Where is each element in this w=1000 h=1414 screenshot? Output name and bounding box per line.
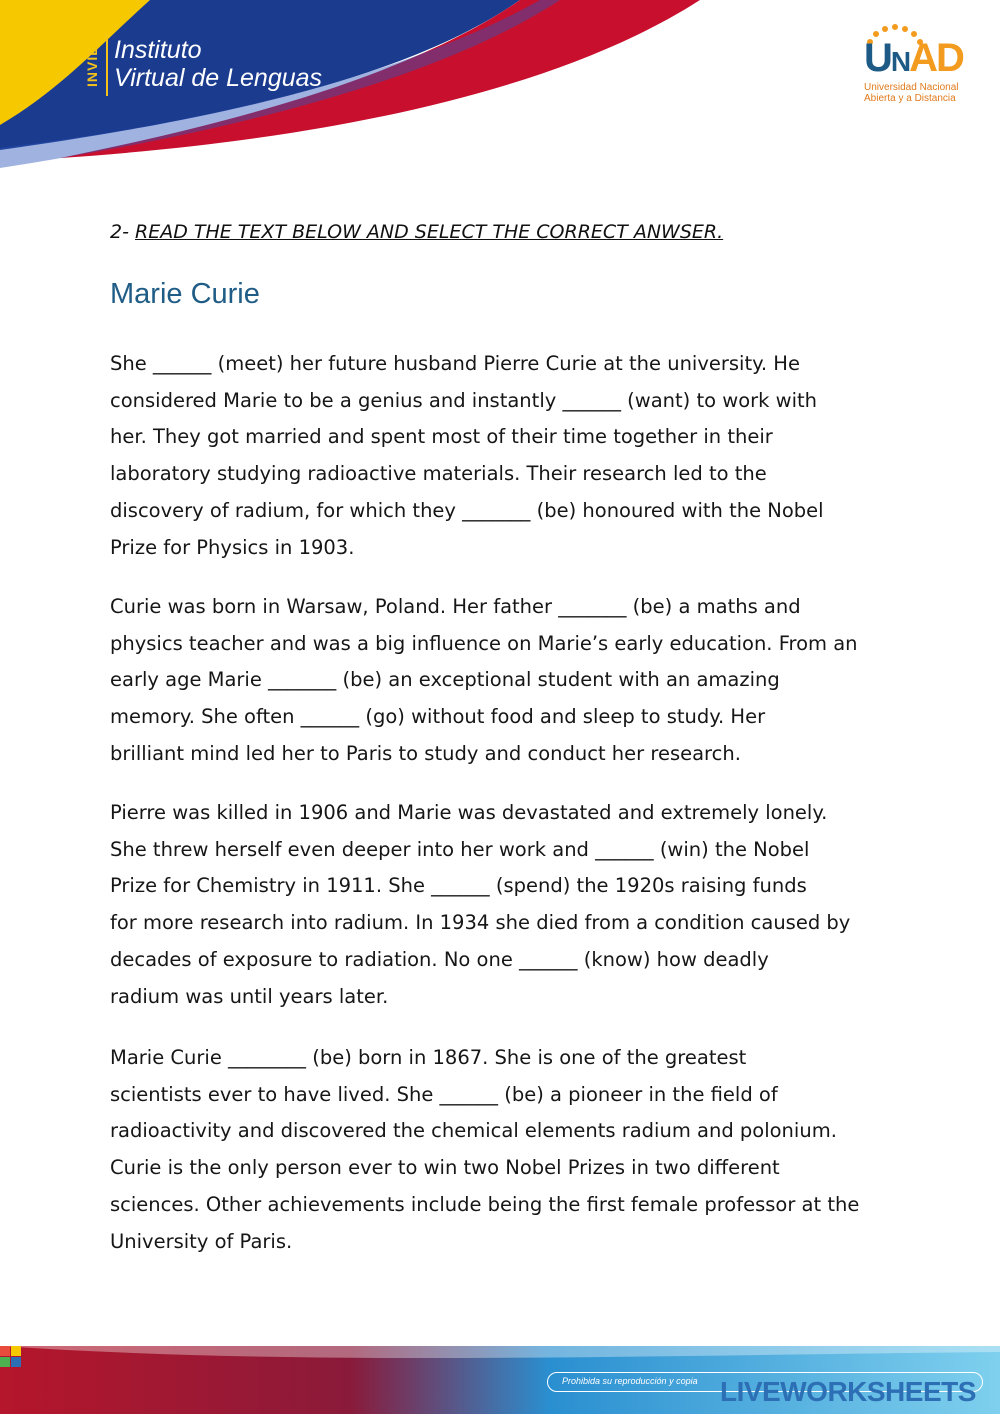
page-header <box>0 0 1000 180</box>
text-line: early age Marie _______ (be) an exceptional student with an amazing <box>110 668 780 692</box>
institute-name <box>114 36 322 92</box>
text-line: memory. She often ______ (go) without food and sleep to study. Her <box>110 705 766 729</box>
exercise-instruction <box>110 221 723 243</box>
text-line: She threw herself even deeper into her work and ______ (win) the Nobel <box>110 837 810 861</box>
page-title: Marie Curie <box>110 278 260 310</box>
text-line: her. They got married and spent most of their time together in their <box>110 425 773 449</box>
text-line: radioactivity and discovered the chemical elements radium and polonium. <box>110 1119 837 1143</box>
text-line: Curie is the only person ever to win two Nobel Prizes in two different <box>110 1156 780 1180</box>
unad-wordmark: UNAD <box>864 36 963 80</box>
instruction-text: READ THE TEXT BELOW AND SELECT THE CORRECT ANWSER. <box>135 221 724 243</box>
footer-notice: Prohibida su reproducción y copia <box>547 1372 983 1392</box>
institute-line2: Virtual de Lenguas <box>114 64 323 92</box>
text-line: Curie was born in Warsaw, Poland. Her father _______ (be) a maths and <box>110 595 801 618</box>
text-line: considered Marie to be a genius and instantly ______ (want) to work with <box>110 388 818 412</box>
text-line: Prize for Chemistry in 1911. She ______ (spend) the 1920s raising funds <box>110 874 807 898</box>
institute-line1: Instituto <box>114 36 202 64</box>
text-line: She ______ (meet) her future husband Pierre Curie at the university. He <box>110 352 800 375</box>
text-line: for more research into radium. In 1934 she died from a condition caused by <box>110 911 851 935</box>
liveworksheets-logo-icon <box>0 1346 22 1378</box>
text-line: Marie Curie ________ (be) born in 1867. She is one of the greatest <box>110 1046 747 1069</box>
unad-logo <box>860 24 970 106</box>
paragraph-1 <box>110 346 900 566</box>
page-footer <box>0 1346 1000 1414</box>
text-line: Prize for Physics in 1903. <box>110 535 355 559</box>
paragraph-3 <box>110 795 900 1015</box>
text-line: discovery of radium, for which they _______ (be) honoured with the Nobel <box>110 498 824 522</box>
exercise-number: 2- <box>110 221 129 243</box>
divider <box>106 38 108 96</box>
text-line: sciences. Other achievements include being the first female professor at the <box>110 1192 860 1216</box>
text-line: University of Paris. <box>110 1229 293 1253</box>
invl-mark: INVIL <box>84 46 100 88</box>
unad-line2: Abierta y a Distancia <box>864 93 956 104</box>
text-line: physics teacher and was a big influence on Marie’s early education. From an <box>110 631 858 655</box>
paragraph-2 <box>110 589 900 773</box>
paragraph-4 <box>110 1040 900 1260</box>
text-line: laboratory studying radioactive materials. Their research led to the <box>110 462 767 486</box>
text-line: radium was until years later. <box>110 984 389 1008</box>
text-line: decades of exposure to radiation. No one ______ (know) how deadly <box>110 947 769 971</box>
unad-subtitle <box>864 82 970 104</box>
text-line: Pierre was killed in 1906 and Marie was devastated and extremely lonely. <box>110 801 828 824</box>
liveworksheets-watermark: LIVEWORKSHEETS <box>720 1376 976 1407</box>
text-line: scientists ever to have lived. She ______ (be) a pioneer in the field of <box>110 1082 778 1106</box>
unad-line1: Universidad Nacional <box>864 82 959 93</box>
text-line: brilliant mind led her to Paris to study and conduct her research. <box>110 741 741 765</box>
